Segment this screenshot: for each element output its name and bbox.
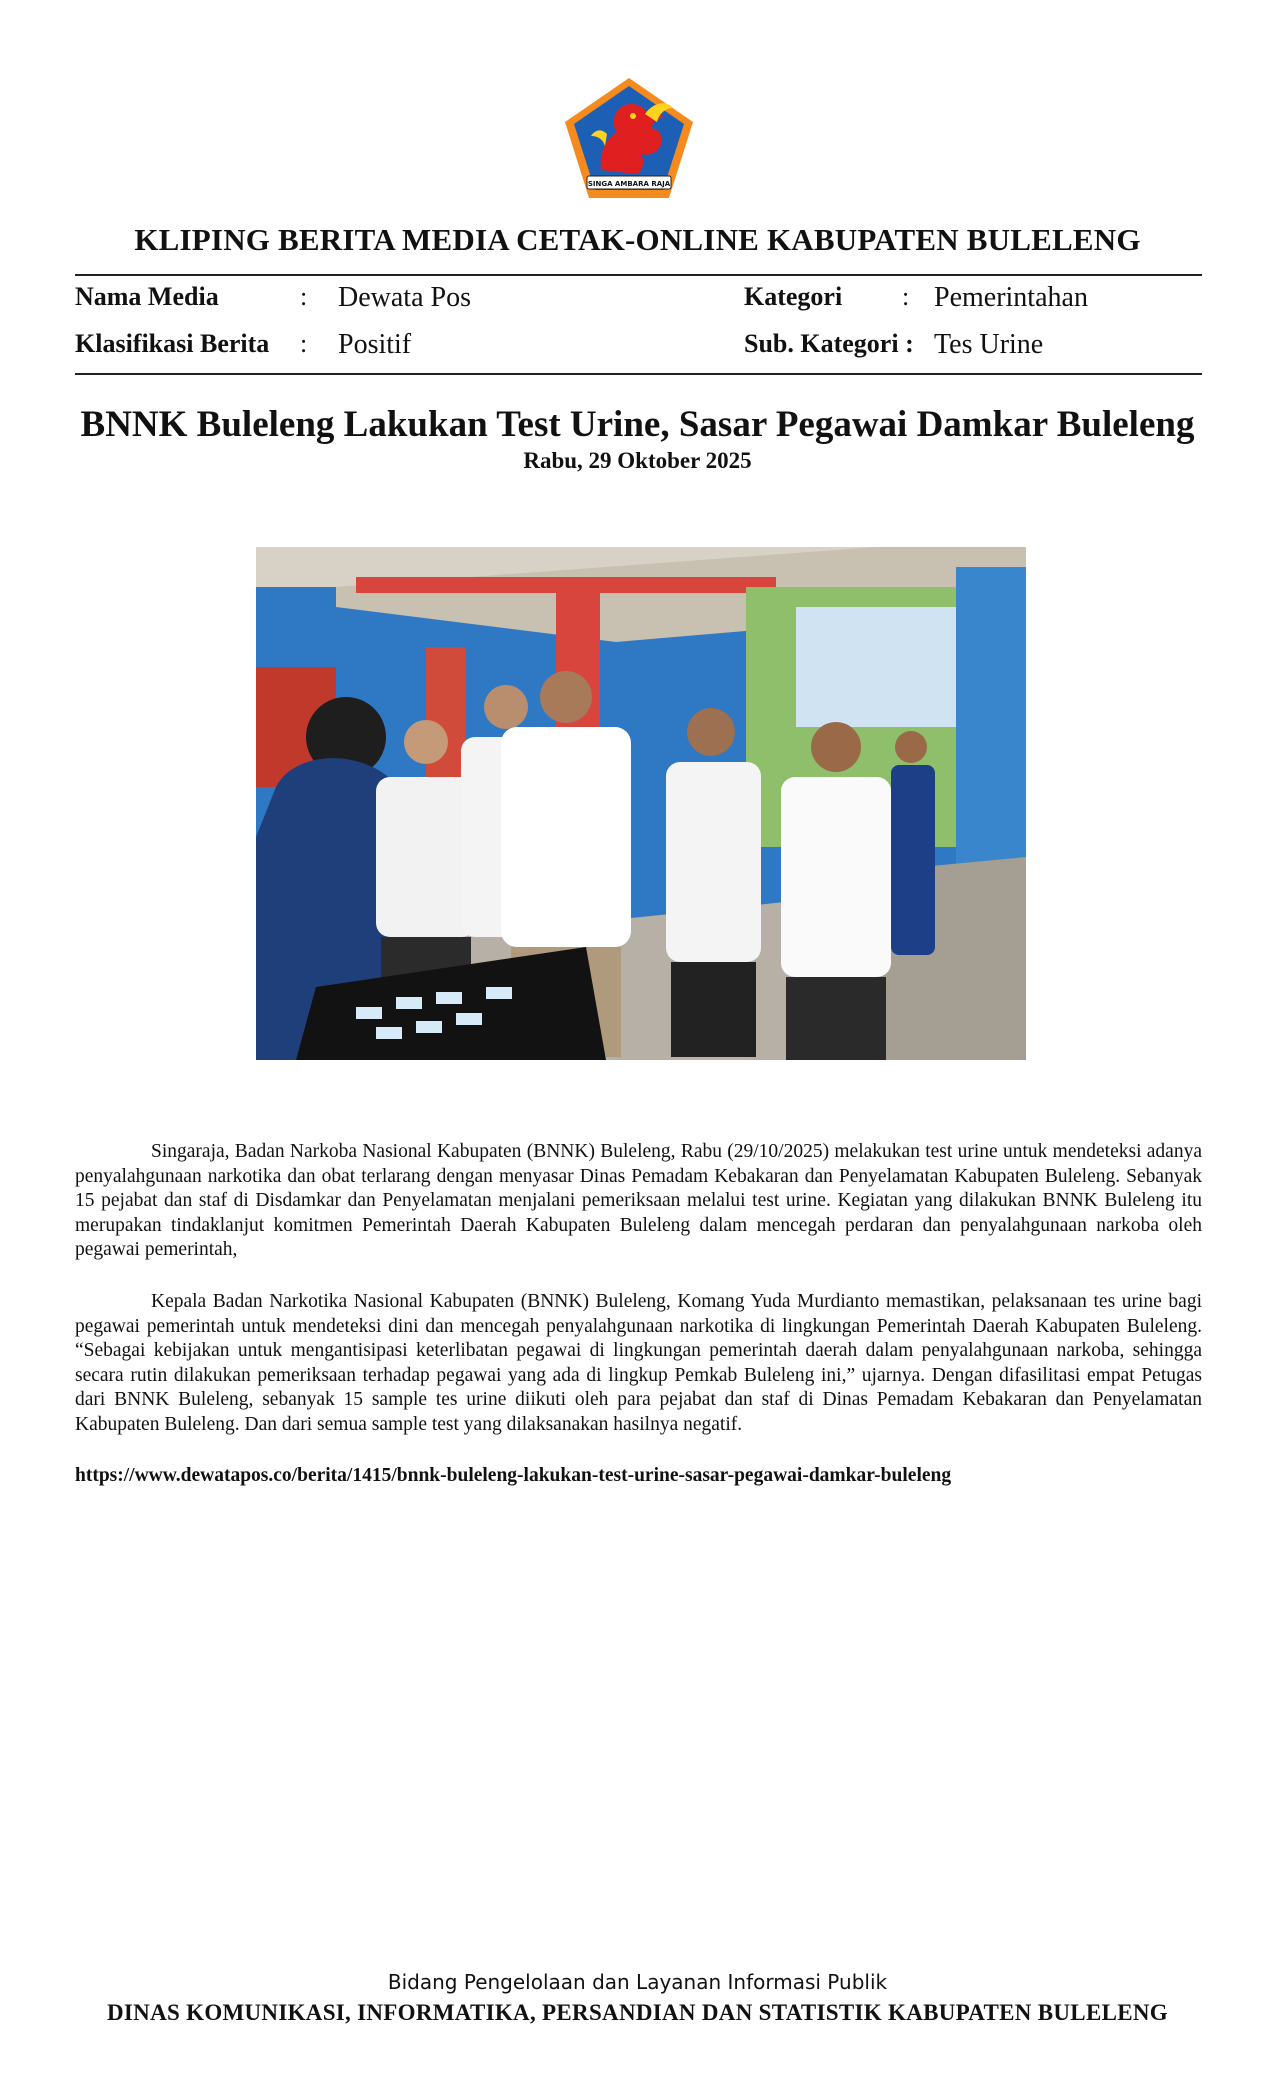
klasifikasi-value: Positif [338,329,412,360]
source-link[interactable]: https://www.dewatapos.co/berita/1415/bnnk-buleleng-lakukan-test-urine-sasar-pegawai-damkar-buleleng [75,1465,952,1486]
regency-crest-logo [561,74,697,202]
klasifikasi-label: Klasifikasi Berita [75,329,270,358]
article-date: Rabu, 29 Oktober 2025 [523,448,752,473]
subkategori-label: Sub. Kategori : [744,329,914,358]
paragraph-text: Kepala Badan Narkotika Nasional Kabupaten (BNNK) Buleleng, Komang Yuda Murdianto memastikan, pelaksanaan tes urine bagi pegawai pemerintah untuk mendeteksi dini dan mencegah penyalahgunaan narkotika di lingkungan Pemerintah Daerah Kabupaten Buleleng. “Sebagai kebijakan untuk mengantisipasi keterlibatan pegawai di lingkungan pemerintah daerah dalam penyalahgunaan narkoba, sehingga secara rutin dilakukan pemeriksaan terhadap pegawai yang ada di lingkup Pemkab Buleleng ini,” ujarnya. Dengan difasilitasi empat Petugas dari BNNK Buleleng, sebanyak 15 sample tes urine diikuti oleh para pejabat dan staf di Dinas Pemadam Kebakaran dan Penyelamatan Kabupaten Buleleng. Dan dari semua sample test yang dilaksanakan hasilnya negatif. [75,1291,1202,1435]
footer-department: Bidang Pengelolaan dan Layanan Informasi Publik [387,1970,888,1994]
media-value: Dewata Pos [338,282,471,313]
news-photo [256,547,1026,1060]
media-label: Nama Media [75,282,219,311]
bottom-divider [75,373,1202,375]
paragraph-text: Singaraja, Badan Narkoba Nasional Kabupaten (BNNK) Buleleng, Rabu (29/10/2025) melakukan test urine untuk mendeteksi adanya penyalahgunaan narkotika dan obat terlarang dengan menyasar Dinas Pemadam Kebakaran dan Penyelamatan Kabupaten Buleleng. Sebanyak 15 pejabat dan staf di Disdamkar dan Penyelamatan menjalani pemeriksaan melalui test urine. Kegiatan yang dilakukan BNNK Buleleng itu merupakan tindaklanjut komitmen Pemerintah Daerah Kabupaten Buleleng dalam mencegah perdaran dan penyalahgunaan narkoba oleh pegawai pemerintah, [75,1141,1202,1261]
kategori-label: Kategori [744,282,843,311]
media-colon: : [300,282,308,311]
top-divider [75,274,1202,276]
kategori-value: Pemerintahan [934,282,1088,313]
crest-motto: SINGA AMBARA RAJA [587,180,671,188]
article-paragraph-2 [75,1290,1202,1438]
article-title: BNNK Buleleng Lakukan Test Urine, Sasar Pegawai Damkar Buleleng [80,404,1195,445]
document-heading: KLIPING BERITA MEDIA CETAK-ONLINE KABUPATEN BULELENG [134,222,1141,257]
footer-agency: DINAS KOMUNIKASI, INFORMATIKA, PERSANDIAN DAN STATISTIK KABUPATEN BULELENG [107,2000,1168,2025]
kategori-colon: : [902,282,910,311]
subkategori-value: Tes Urine [934,329,1044,360]
article-paragraph-1 [75,1140,1202,1263]
klasifikasi-colon: : [300,329,308,358]
